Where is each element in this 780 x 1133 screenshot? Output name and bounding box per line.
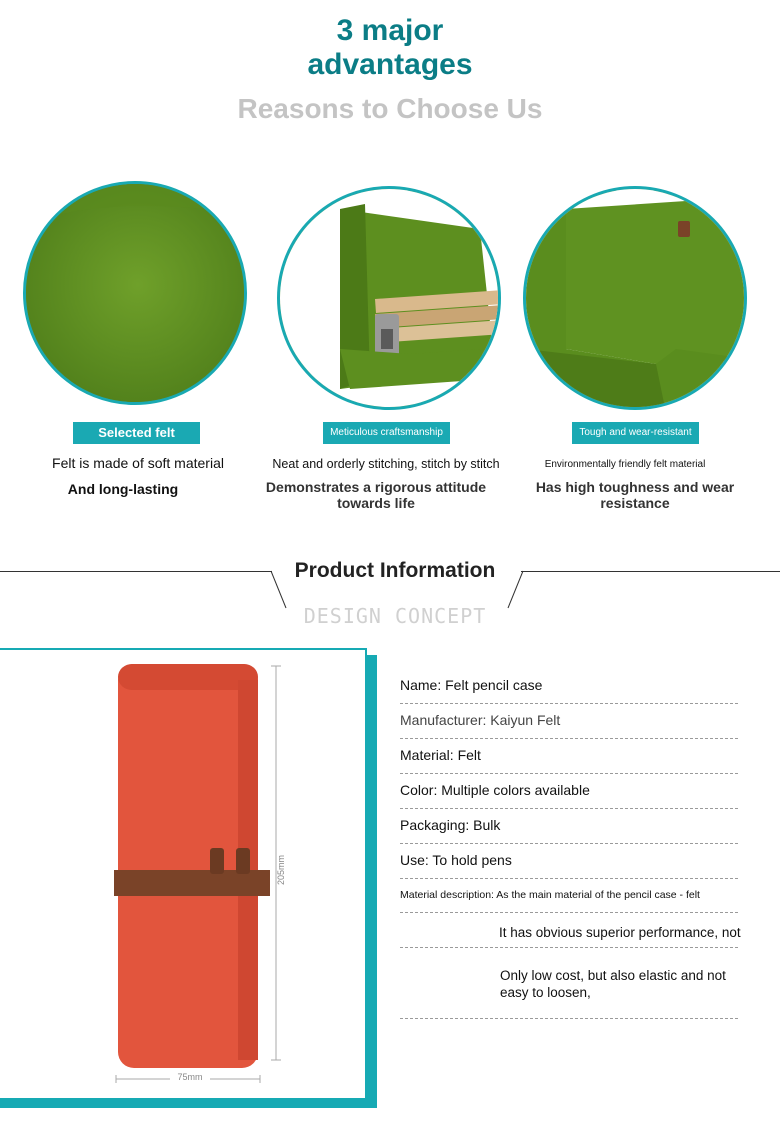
description-divider-1 — [400, 947, 738, 948]
spec-use: Use: To hold pens — [400, 852, 738, 879]
description-line-1: It has obvious superior performance, not — [499, 925, 741, 940]
feature-1-line-2: And long-lasting — [67, 481, 179, 497]
feature-1-line-1: Felt is made of soft material — [52, 455, 224, 471]
tag-tough-wear-resistant: Tough and wear-resistant — [572, 422, 699, 444]
feature-3-line-1: Environmentally friendly felt material — [544, 459, 706, 470]
section-title — [0, 14, 780, 82]
spec-material-description: Material description: As the main material of the pencil case - felt — [400, 889, 738, 913]
spec-name: Name: Felt pencil case — [400, 677, 738, 704]
product-image-panel — [0, 648, 367, 1100]
tag-meticulous-craftsmanship: Meticulous craftsmanship — [323, 422, 450, 444]
width-dimension-label: 75mm — [170, 1072, 210, 1082]
divider-right — [521, 571, 780, 572]
height-dimension-label: 205mm — [276, 854, 286, 885]
tag-selected-felt: Selected felt — [73, 422, 200, 444]
title-line-1: 3 major — [336, 14, 444, 47]
product-info-subtitle: DESIGN CONCEPT — [303, 604, 487, 628]
spec-color: Color: Multiple colors available — [400, 782, 738, 809]
divider-left — [0, 571, 272, 572]
feature-2-line-1: Neat and orderly stitching, stitch by stitch — [272, 457, 500, 471]
product-info-title: Product Information — [294, 559, 496, 582]
pencil-case-image — [0, 650, 365, 1098]
spec-packaging: Packaging: Bulk — [400, 817, 738, 844]
feature-3-line-2: Has high toughness and wear resistance — [535, 479, 735, 511]
wear-resistant-case-image — [523, 186, 747, 410]
spec-material: Material: Felt — [400, 747, 738, 774]
felt-texture-image — [23, 181, 247, 405]
spec-manufacturer: Manufacturer: Kaiyun Felt — [400, 712, 738, 739]
section-subtitle: Reasons to Choose Us — [237, 93, 543, 124]
stitching-detail-image — [277, 186, 501, 410]
feature-2-line-2: Demonstrates a rigorous attitude towards life — [265, 479, 487, 511]
description-divider-2 — [400, 1018, 738, 1019]
description-line-2: Only low cost, but also elastic and not easy to loosen, — [500, 968, 726, 1000]
title-line-2: advantages — [307, 48, 473, 81]
